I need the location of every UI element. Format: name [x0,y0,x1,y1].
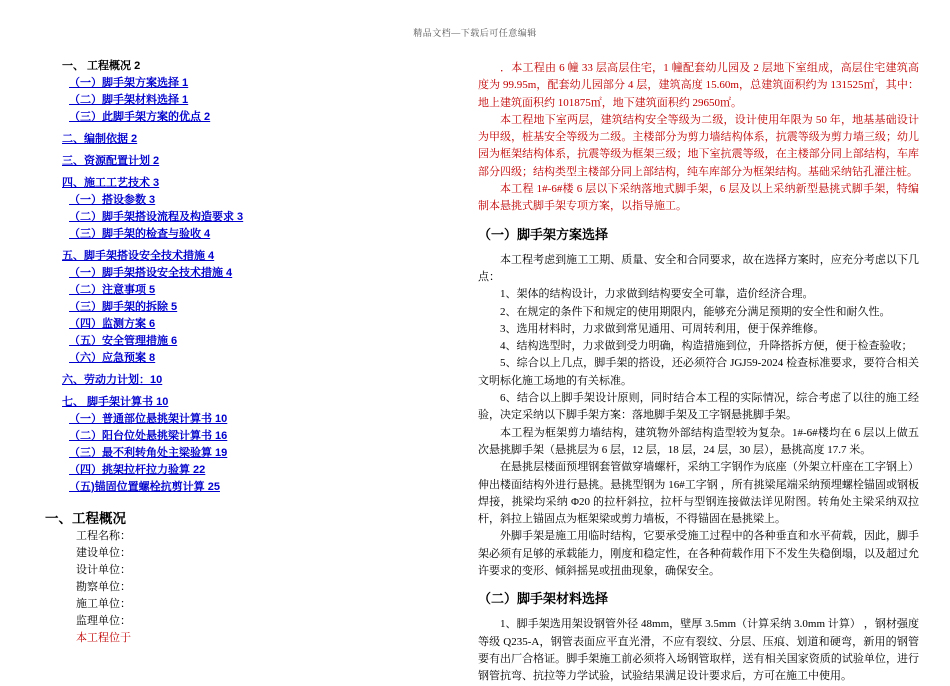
toc-link[interactable]: （二）注意事项 5 [69,284,156,296]
toc-link[interactable]: 三、资源配置计划 2 [62,155,160,167]
paragraph: 5、综合以上几点，脚手架的搭设，还必须符合 JGJ59-2024 检查标准要求，要符合相关文明标化施工场地的有关标准。 [478,357,919,387]
paragraph: 4、结构选型时，力求做到受力明确，构造措施到位，升降搭拆方便，便于检查验收； [500,340,913,353]
toc-link[interactable]: （三）此脚手架方案的优点 2 [69,111,211,123]
toc-link[interactable]: （五）安全管理措施 6 [69,335,178,347]
toc-link[interactable]: （一）搭设参数 3 [69,194,156,206]
paragraph: 6、结合以上脚手架设计原则，同时结合本工程的实际情况，综合考虑了以往的施工经验，决定采纳以下脚手架方案：落地脚手架及工字钢悬挑脚手架。 [478,392,919,422]
paragraph: 本工程为框架剪力墙结构，建筑物外部结构造型较为复杂。1#-6#楼均在 6 层以上做五次悬挑脚手架（悬挑层为 6 层，12 层，18 层，24 层，30 层），悬挑高度 17.7 米。 [478,426,919,456]
toc-link[interactable]: （二）阳台位处悬挑梁计算书 16 [69,430,228,442]
paragraph: 在悬挑层楼面预埋钢套管做穿墙螺杆，采纳工字钢作为底座（外架立杆座在工字钢上）伸出楼面结构外进行悬挑。悬挑型钢为 16#工字钢 ，所有挑梁尾端采纳预埋螺栓锚固或钢板焊接，挑梁均采纳 Φ20 的拉杆斜拉，拉杆与型钢连接做法详见附图。转角处主梁采纳双拉杆，斜拉上锚固点为框架梁或剪力墙板，不得锚固在悬挑梁上。 [478,461,919,526]
section-heading: （一）脚手架方案选择 [478,226,609,242]
project-field-label: 设计单位： [76,564,131,576]
toc-link[interactable]: 六、劳动力计划：10 [62,374,163,386]
project-field-label: 施工单位： [76,598,131,610]
document-body [478,60,919,686]
paragraph: 本工程 1#-6#楼 6 层以下采纳落地式脚手架，6 层及以上采纳新型悬挑式脚手架，特编制本悬挑式脚手架专项方案，以指导施工。 [478,183,919,213]
document-header-note: 精品文档—下载后可任意编辑 [413,28,537,38]
paragraph: ．本工程由 6 幢 33 层高层住宅，1 幢配套幼儿园及 2 层地下室组成，高层住宅建筑高度为 99.95m，配套幼儿园部分 4 层，建筑高度 15.60m，总建筑面积约为 131525㎡，其中：地上建筑面积约 101875㎡，地下建筑面积约 29650㎡。 [478,62,919,109]
toc-link[interactable]: （五)锚固位置螺栓抗剪计算 25 [69,481,220,493]
paragraph: 2、在规定的条件下和规定的使用期限内，能够充分满足预期的安全性和耐久性。 [500,305,891,318]
toc-column [45,58,445,647]
toc-link[interactable]: （一）脚手架方案选择 1 [69,77,189,89]
section-heading-project-overview: 一、工程概况 [45,511,126,526]
section-heading: （二）脚手架材料选择 [478,591,609,607]
toc-link[interactable]: （三）最不利转角处主梁验算 19 [69,447,228,459]
toc-link[interactable]: 七、 脚手架计算书 10 [62,396,169,408]
toc-entry: 一、 工程概况 2 [62,60,141,72]
paragraph: 外脚手架是施工用临时结构，它要承受施工过程中的各种垂直和水平荷载，因此，脚手架必须有足够的承载能力，刚度和稳定性，在各种荷载作用下不发生失稳倒塌，以及超过允许要求的变形、倾斜摇晃或扭曲现象，确保安全。 [478,530,919,578]
toc-link[interactable]: 五、脚手架搭设安全技术措施 4 [62,250,215,262]
toc-link[interactable]: （四）挑架拉杆拉力验算 22 [69,464,206,476]
toc-link[interactable]: （三）脚手架的检查与验收 4 [69,228,211,240]
project-field-label: 工程名称： [76,530,131,542]
paragraph: 1、脚手架选用架设钢管外径 48mm，壁厚 3.5mm（计算采纳 3.0mm 计算） ，钢材强度等级 Q235-A，钢管表面应平直光滑，不应有裂纹、分层、压痕、划道和硬弯，新用的钢管要有出厂合格证。脚手架施工前必须将入场钢管取样，送有相关国家资质的试验单位，进行钢管抗弯、抗拉等力学试验，试验结果满足设计要求后，方可在施工中使用。 [478,618,919,683]
toc-link[interactable]: （三）脚手架的拆除 5 [69,301,178,313]
project-location-note: 本工程位于 [76,632,131,644]
paragraph: 3、选用材料时，力求做到常见通用、可周转利用，便于保养维修。 [500,322,825,335]
toc-link[interactable]: （一）脚手架搭设安全技术措施 4 [69,267,233,279]
toc-link[interactable]: （四）监测方案 6 [69,318,156,330]
paragraph: 本工程考虑到施工工期、质量、安全和合同要求，故在选择方案时，应充分考虑以下几点： [478,253,919,283]
project-fields [45,528,445,630]
toc-link[interactable]: 四、施工工艺技术 3 [62,177,160,189]
table-of-contents [45,58,445,496]
toc-link[interactable]: （六）应急预案 8 [69,352,156,364]
toc-link[interactable]: （二）脚手架搭设流程及构造要求 3 [69,211,244,223]
project-field-label: 勘察单位： [76,581,131,593]
project-field-label: 建设单位： [76,547,131,559]
paragraph: 本工程地下室两层，建筑结构安全等级为二级，设计使用年限为 50 年，地基基础设计为甲级，桩基安全等级为二级。主楼部分为剪力墙结构体系，抗震等级为剪力墙三级；幼儿园为框架结构体系，抗震等级为框架三级；地下室抗震等级，在主楼部分同上部结构，车库部分四级；结构类型主楼部分同上部结构，纯车库部分为框架结构。基础采纳钻孔灌注桩。 [478,113,919,178]
toc-link[interactable]: （一）普通部位悬挑架计算书 10 [69,413,228,425]
toc-link[interactable]: （二）脚手架材料选择 1 [69,94,189,106]
body-column [478,60,919,686]
paragraph: 1、架体的结构设计，力求做到结构要安全可靠，造价经济合理。 [500,288,814,301]
project-field-label: 监理单位： [76,615,131,627]
toc-link[interactable]: 二、编制依据 2 [62,133,138,145]
